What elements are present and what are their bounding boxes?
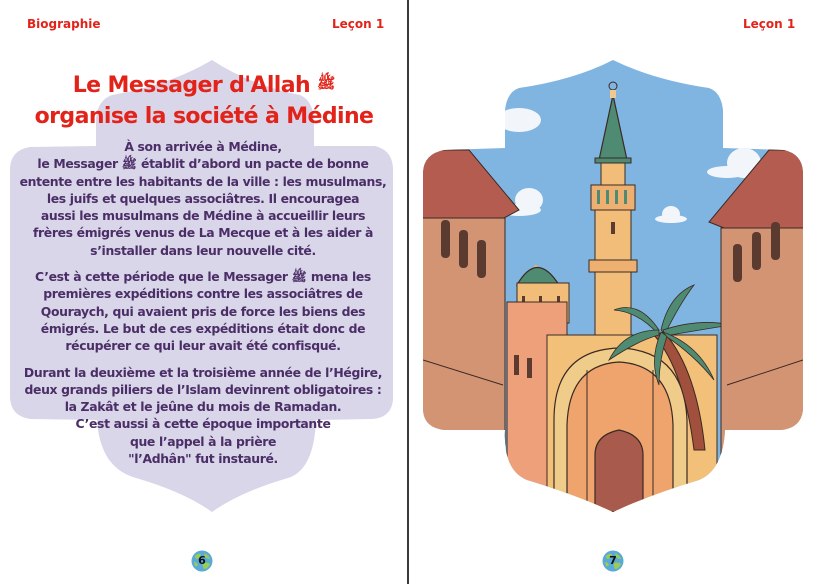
text-line: C’est aussi à cette époque importante: [75, 416, 331, 432]
medina-illustration: [409, 0, 817, 584]
text-line: C’est à cette période que le Messager ﷺ mena les: [35, 269, 371, 285]
text-line: entente entre les habitants de la ville : les musulmans,: [19, 173, 387, 189]
text-line: À son arrivée à Médine,: [124, 139, 282, 154]
text-line: Durant la deuxième et la troisième année de l’Hégire,: [23, 364, 383, 380]
text-line: les juifs et quelques associâtres. Il encouragea: [46, 190, 360, 206]
text-line: s’installer dans leur nouvelle cité.: [90, 242, 316, 258]
lesson-text: [14, 138, 392, 476]
text-line: frères émigrés venus de La Mecque et à les aider à: [32, 225, 374, 241]
text-line: récupérer ce qui leur avait été confisqué.: [65, 338, 341, 354]
section-label: Biographie: [27, 17, 101, 31]
title-line-2: organise la société à Médine: [34, 104, 374, 129]
honorific-glyph: ﷺ: [317, 74, 336, 92]
text-line: premières expéditions contre les associâtres de: [43, 286, 363, 302]
paragraph-2: [14, 268, 392, 354]
text-line: le Messager ﷺ établit d’abord un pacte de bonne: [37, 156, 369, 172]
text-line: "l’Adhân" fut instauré.: [128, 451, 278, 467]
text-line: la Zakât et le jeûne du mois de Ramadan.: [64, 399, 342, 415]
lesson-label: Leçon 1: [743, 17, 796, 31]
text-line: aussi les musulmans de Médine à accueillir leurs: [40, 208, 366, 224]
paragraph-3: [14, 364, 392, 468]
page-number: 6: [198, 554, 206, 567]
text-line: que l’appel à la prière: [129, 433, 277, 449]
title-line-1: Le Messager d'Allah: [72, 73, 311, 98]
page-title: [0, 68, 408, 132]
page-number: 7: [609, 554, 617, 567]
paragraph-1: [14, 138, 392, 259]
right-page: [409, 0, 817, 584]
text-line: émigrés. Le but de ces expéditions était donc de: [40, 320, 366, 336]
left-page: [0, 0, 408, 584]
text-line: Qouraych, qui avaient pris de force les biens des: [40, 303, 366, 319]
lesson-label: Leçon 1: [332, 17, 385, 31]
text-line: deux grands piliers de l’Islam devinrent obligatoires :: [24, 381, 382, 397]
